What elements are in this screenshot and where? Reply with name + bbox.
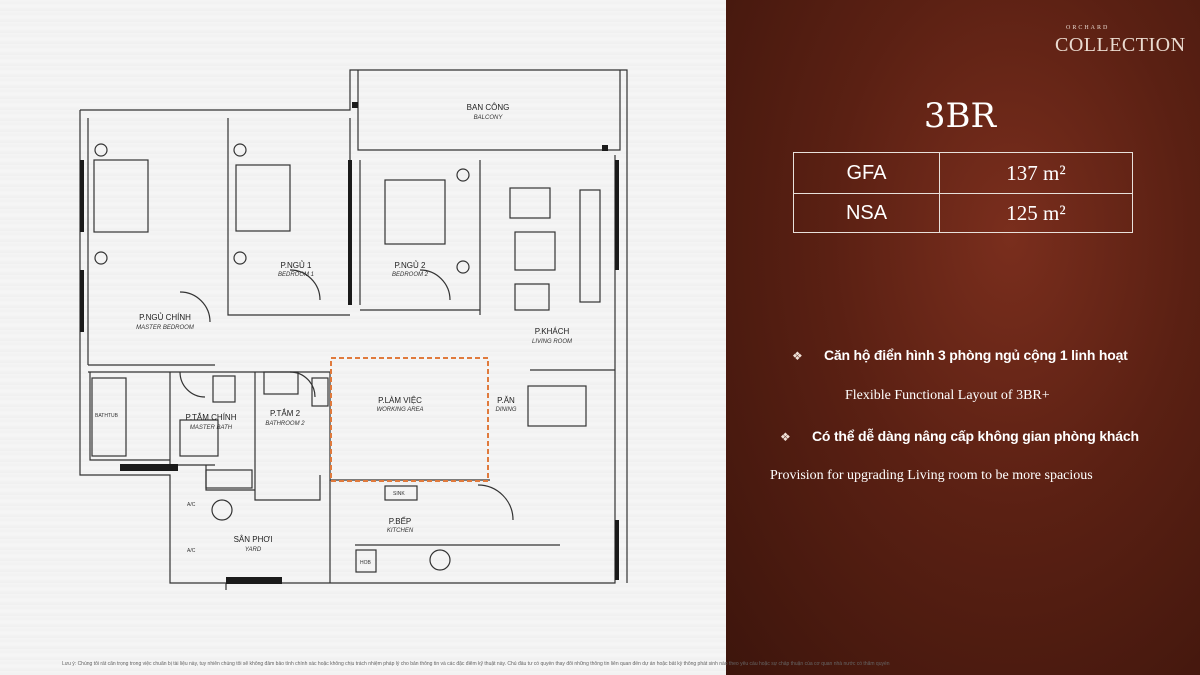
- fixture-sink: SINK: [393, 491, 405, 497]
- feature-2-vn-text: Có thể dễ dàng nâng cấp không gian phòng khách: [812, 428, 1139, 444]
- room-sublabel-balcony: BALCONY: [473, 115, 503, 121]
- spec-value: 137 m²: [1006, 160, 1066, 185]
- room-sublabel-dining: DINING: [495, 407, 517, 413]
- brand-logo: COLLECTION: [1055, 34, 1186, 56]
- feature-1-vn-text: Căn hộ điển hình 3 phòng ngủ cộng 1 linh hoạt: [824, 347, 1128, 363]
- room-sublabel-living: LIVING ROOM: [531, 339, 573, 345]
- room-label-kitchen: P.BẾP: [388, 517, 412, 526]
- feature-2-vn: [780, 428, 1139, 444]
- room-label-dining: P.ĂN: [497, 396, 515, 405]
- spec-row-gfa: [794, 153, 1132, 193]
- fixture-ac-2: A/C: [187, 548, 196, 554]
- room-label-living: P.KHÁCH: [534, 327, 570, 336]
- spec-row-nsa: [794, 193, 1132, 233]
- working-area-highlight: [331, 358, 488, 481]
- room-sublabel-kitchen: KITCHEN: [386, 528, 414, 534]
- brand-tagline: ORCHARD: [1066, 25, 1110, 31]
- room-label-bedroom2: P.NGỦ 2: [394, 261, 426, 270]
- room-sublabel-yard: YARD: [244, 547, 262, 553]
- room-label-working: P.LÀM VIỆC: [378, 396, 422, 405]
- diamond-bullet-icon: ❖: [792, 349, 803, 363]
- room-sublabel-bathroom2: BATHROOM 2: [265, 421, 305, 427]
- fixture-ac-1: A/C: [187, 502, 196, 508]
- room-label-master-bedroom: P.NGỦ CHÍNH: [139, 313, 191, 322]
- room-sublabel-working: WORKING AREA: [376, 407, 424, 413]
- feature-2-en: Provision for upgrading Living room to be more spacious: [770, 468, 1093, 483]
- unit-type-title: 3BR: [923, 96, 997, 136]
- room-label-bedroom1: P.NGỦ 1: [280, 261, 312, 270]
- room-label-yard: SÂN PHƠI: [233, 535, 273, 544]
- room-sublabel-bedroom1: BEDROOM 1: [277, 272, 315, 278]
- room-sublabel-master-bedroom: MASTER BEDROOM: [136, 325, 194, 331]
- spec-label: NSA: [794, 194, 940, 233]
- diamond-bullet-icon: ❖: [780, 430, 791, 444]
- fixture-hob: HOB: [360, 560, 371, 566]
- disclaimer-footnote: Lưu ý: Chúng tôi rất cẩn trọng trong việc chuẩn bị tài liệu này, tuy nhiên chúng tôi sẽ không đảm bảo tính chính xác hoặc không chịu trách nhiệm pháp lý cho bản thông tin và các đặc điểm kỹ thuật này. Chủ đầu tư có quyền thay đổi những thông tin liên quan đến dự án hoặc bất kỳ thông phát sinh nào theo yêu cầu hoặc sự chấp thuận của cơ quan nhà nước có thẩm quyền: [62, 661, 890, 667]
- room-label-balcony: BAN CÔNG: [466, 103, 510, 112]
- spec-value: 125 m²: [1006, 201, 1066, 225]
- room-label-master-bath: P.TẮM CHÍNH: [185, 413, 237, 422]
- fixture-bathtub: BATHTUB: [95, 413, 118, 419]
- room-sublabel-master-bath: MASTER BATH: [189, 425, 233, 431]
- room-sublabel-bedroom2: BEDROOM 2: [391, 272, 429, 278]
- room-label-bathroom2: P.TẮM 2: [269, 409, 301, 418]
- spec-label: GFA: [794, 153, 940, 193]
- feature-1-vn: [792, 347, 1128, 363]
- spec-table: [793, 152, 1133, 233]
- feature-1-en: Flexible Functional Layout of 3BR+: [845, 388, 1050, 403]
